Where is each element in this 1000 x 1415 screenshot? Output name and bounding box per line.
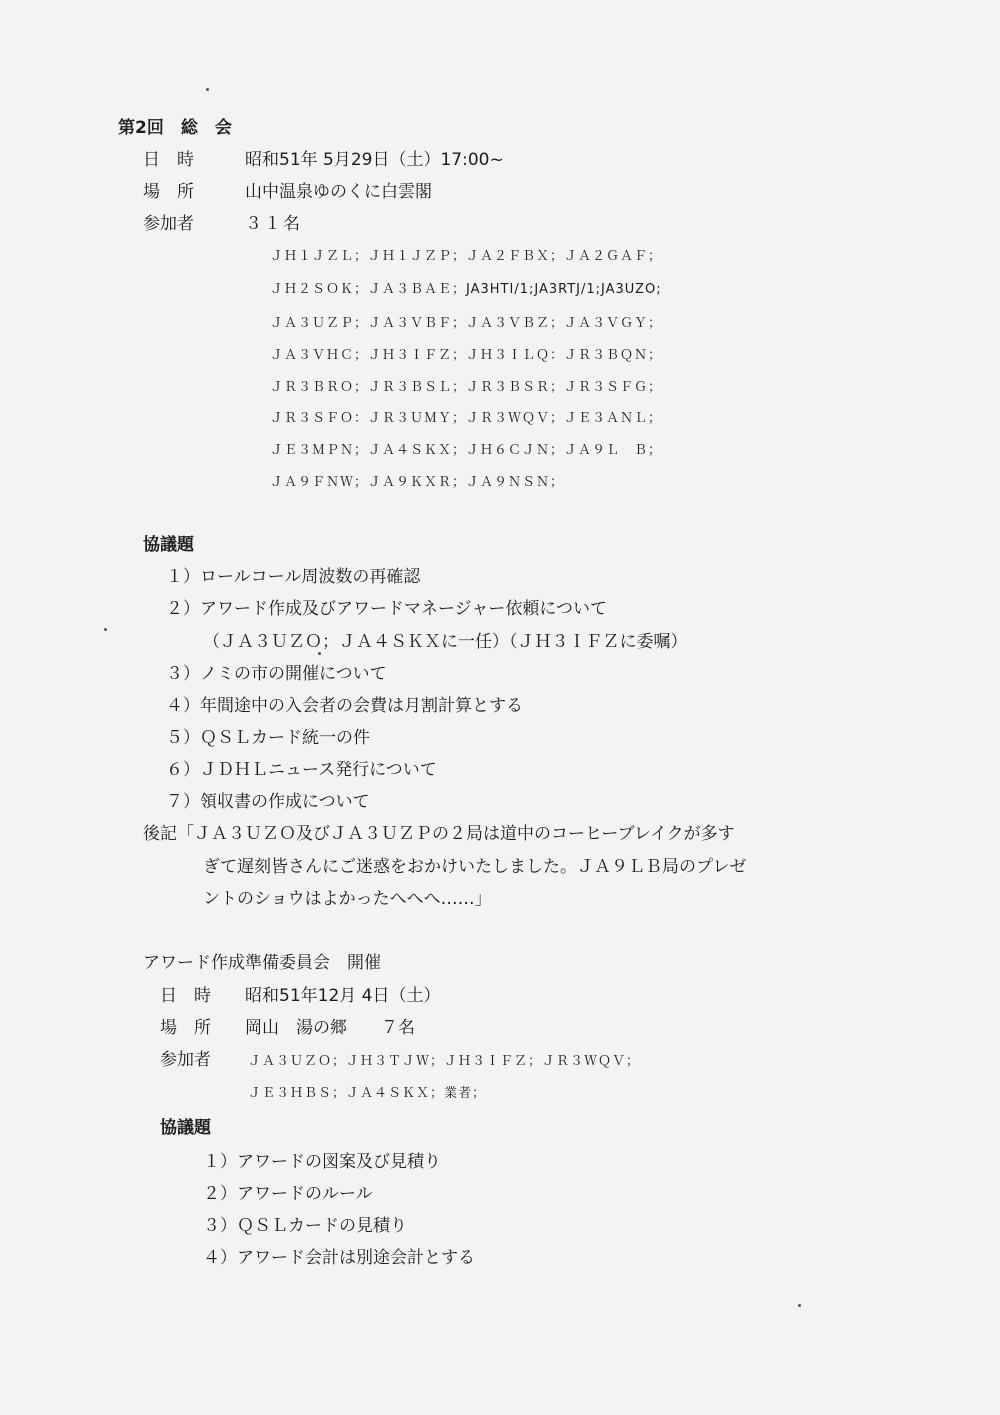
callsign-line: ＪＲ３ＢＲＯ；ＪＲ３ＢＳＬ；ＪＲ３ＢＳＲ；ＪＲ３ＳＦＧ； [270,380,663,395]
agenda-item: ３）ノミの市の開催について [166,664,387,684]
award-attendees-label: 参加者 [160,1050,211,1070]
callsign-line: ＪＲ３ＳＦＯ：ＪＲ３ＵＭＹ；ＪＲ３ＷＱＶ；ＪＥ３ＡＮＬ； [270,411,663,426]
award-place-value: 岡山 湯の郷 ７名 [245,1018,415,1038]
agenda-item-note: （ＪＡ３ＵＺＯ；ＪＡ４ＳＫＸに一任）（ＪＨ３ＩＦＺに委嘱） [203,632,688,652]
callsign-line: ＪＡ３ＶＨＣ；ＪＨ３ＩＦＺ；ＪＨ３ＩＬＱ：ＪＲ３ＢＱＮ； [270,348,663,363]
callsign-line: ＪＨ１ＪＺＬ；ＪＨ１ＪＺＰ；ＪＡ２ＦＢＸ；ＪＡ２ＧＡＦ； [270,249,663,264]
agenda-item: ７）領収書の作成について [166,792,370,812]
agenda-item: ４）アワード会計は別途会計とする [203,1248,475,1268]
meeting2-date-label: 日 時 [143,150,194,170]
postscript-line: ぎて遅刻皆さんにご迷惑をおかけいたしました。ＪＡ９ＬＢ局のプレゼ [203,857,747,877]
award-committee-title: アワード作成準備委員会 開催 [143,953,381,973]
callsign-line: ＪＡ９ＦＮＷ；ＪＡ９ＫＸＲ；ＪＡ９ＮＳＮ； [270,475,565,490]
meeting2-attendees-count: ３１名 [245,214,302,234]
agenda-item: ３）ＱＳＬカードの見積り [203,1216,407,1236]
agenda-item: １）ロールコール周波数の再確認 [166,567,421,587]
callsign-line: ＪＥ３ＨＢＳ；ＪＡ４ＳＫＸ；業者； [248,1086,487,1101]
agenda-item: ２）アワードのルール [203,1184,373,1204]
agenda-item: ６）ＪＤＨＬニュース発行について [166,760,437,780]
callsign-line: ＪＨ２ＳＯＫ；ＪＡ３ＢＡＥ；JA3HTI/1;JA3RTJ/1;JA3UZO; [270,282,662,297]
agenda-item: ５）ＱＳＬカード統一の件 [166,728,370,748]
meeting2-place-label: 場 所 [143,182,194,202]
callsign-line: ＪＡ３ＵＺＰ；ＪＡ３ＶＢＦ；ＪＡ３ＶＢＺ；ＪＡ３ＶＧＹ； [270,316,663,331]
agenda-item: ２）アワード作成及びアワードマネージャー依頼について [166,599,607,619]
meeting2-date-value: 昭和51年 5月29日（土）17:00~ [245,150,504,170]
meeting2-title: 第2回 総 会 [118,118,232,138]
award-place-label: 場 所 [160,1018,211,1038]
award-agenda-heading: 協議題 [160,1118,211,1138]
meeting2-attendees-label: 参加者 [143,214,194,234]
postscript-line: ントのショウはよかったへへへ……」 [203,889,492,909]
meeting2-agenda-heading: 協議題 [143,535,194,555]
agenda-item: １）アワードの図案及び見積り [203,1152,441,1172]
scan-speck [206,88,209,91]
meeting2-place-value: 山中温泉ゆのくに白雲閣 [245,182,432,202]
agenda-item: ４）年間途中の入会者の会費は月割計算とする [166,696,523,716]
callsign-line: ＪＡ３ＵＺＯ；ＪＨ３ＴＪＷ；ＪＨ３ＩＦＺ；ＪＲ３ＷＱＶ； [248,1054,641,1069]
award-date-label: 日 時 [160,986,211,1006]
scan-speck [798,1304,801,1307]
award-date-value: 昭和51年12月 4日（土） [245,986,441,1006]
postscript-line: 後記「ＪＡ３ＵＺＯ及びＪＡ３ＵＺＰの２局は道中のコーヒーブレイクが多す [143,824,735,844]
scan-speck [318,652,321,655]
scan-speck [104,628,107,631]
callsign-line: ＪＥ３ＭＰＮ；ＪＡ４ＳＫＸ；ＪＨ６ＣＪＮ；ＪＡ９Ｌ Ｂ； [270,443,663,458]
